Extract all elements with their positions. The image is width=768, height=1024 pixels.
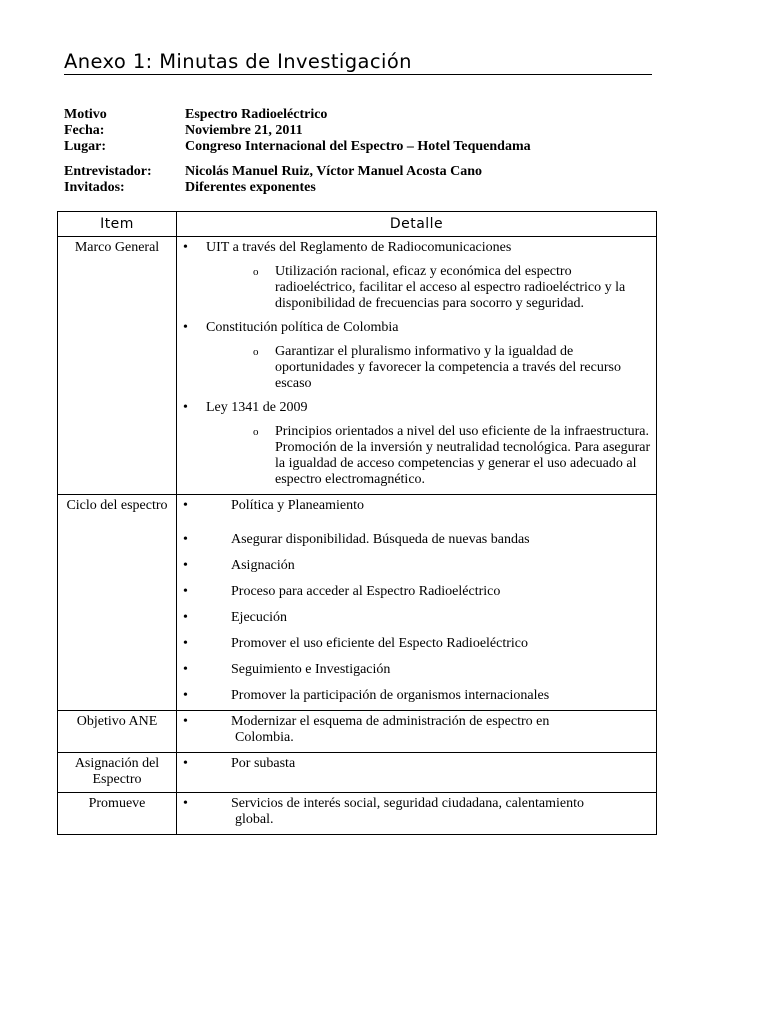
bullet-text: Proceso para acceder al Espectro Radioeléctrico — [231, 584, 501, 599]
list-item — [183, 610, 652, 626]
bullet-text: Por subasta — [231, 756, 296, 771]
bullet-icon: • — [183, 796, 188, 811]
bullet-icon: • — [183, 558, 188, 573]
bullet-icon: • — [183, 532, 188, 547]
bullet-text: Ejecución — [231, 610, 287, 625]
detail-cell — [177, 237, 657, 495]
meta-value: Nicolás Manuel Ruiz, Víctor Manuel Acosta Cano — [185, 164, 482, 179]
bullet-text: Seguimiento e Investigación — [231, 662, 391, 677]
meta-row-lugar — [64, 139, 531, 155]
detail-cell — [177, 711, 657, 753]
sub-list-item — [253, 344, 652, 392]
sub-text: Principios orientados a nivel del uso eficiente de la infraestructura. Promoción de la inversión y neutralidad tecnológica. Para asegurar la igualdad de acceso competencias y generar el uso adecuado al espectro electromagnético. — [275, 424, 651, 487]
item-cell: Ciclo del espectro — [58, 495, 177, 711]
circle-bullet-icon: o — [253, 426, 259, 438]
bullet-icon: • — [183, 610, 188, 625]
bullet-list — [183, 714, 652, 746]
page-title: Anexo 1: Minutas de Investigación — [64, 50, 652, 75]
list-item — [183, 688, 652, 704]
bullet-icon: • — [183, 240, 188, 255]
detail-cell — [177, 793, 657, 835]
bullet-icon: • — [183, 320, 188, 335]
meta-block-event — [64, 107, 531, 155]
bullet-list — [183, 796, 652, 828]
list-item — [183, 662, 652, 678]
list-item — [183, 320, 652, 392]
sub-list — [206, 344, 652, 392]
bullet-text: Modernizar el esquema de administración de espectro en — [231, 714, 550, 729]
item-cell: Promueve — [58, 793, 177, 835]
item-cell: Marco General — [58, 237, 177, 495]
header-detail: Detalle — [177, 212, 657, 237]
list-item — [183, 498, 652, 514]
bullet-icon: • — [183, 714, 188, 729]
list-item — [183, 558, 652, 574]
list-item — [183, 636, 652, 652]
bullet-icon: • — [183, 584, 188, 599]
bullet-icon: • — [183, 498, 188, 513]
bullet-icon: • — [183, 400, 188, 415]
list-item — [183, 796, 652, 828]
meta-block-people — [64, 164, 482, 196]
list-item — [183, 532, 652, 548]
item-cell: Asignación del Espectro — [58, 753, 177, 793]
sub-list — [206, 264, 652, 312]
bullet-text: UIT a través del Reglamento de Radiocomunicaciones — [206, 240, 512, 255]
minutes-table — [57, 211, 657, 835]
meta-label: Entrevistador: — [64, 164, 152, 179]
bullet-icon: • — [183, 688, 188, 703]
sub-text: Utilización racional, eficaz y económica del espectro radioeléctrico, facilitar el acceso al espectro radioeléctrico y la disponibilidad de frecuencias para socorro y seguridad. — [275, 264, 626, 311]
bullet-list — [183, 498, 652, 704]
meta-label: Motivo — [64, 107, 107, 122]
circle-bullet-icon: o — [253, 266, 259, 278]
item-cell: Objetivo ANE — [58, 711, 177, 753]
meta-value: Espectro Radioeléctrico — [185, 107, 328, 122]
table-row-promueve — [58, 793, 657, 835]
sub-list-item — [253, 264, 652, 312]
meta-value: Noviembre 21, 2011 — [185, 123, 303, 138]
meta-row-invitados — [64, 180, 482, 196]
bullet-text: Asignación — [231, 558, 295, 573]
meta-label: Fecha: — [64, 123, 105, 138]
meta-row-entrevistador — [64, 164, 482, 180]
bullet-icon: • — [183, 662, 188, 677]
sub-text: Garantizar el pluralismo informativo y la igualdad de oportunidades y favorecer la competencia a través del recurso escaso — [275, 344, 621, 391]
list-item — [183, 756, 652, 772]
list-item — [183, 240, 652, 312]
bullet-list — [183, 240, 652, 488]
bullet-text: Promover el uso eficiente del Especto Radioeléctrico — [231, 636, 529, 651]
bullet-text: Política y Planeamiento — [231, 498, 364, 513]
detail-cell — [177, 495, 657, 711]
sub-list-item — [253, 424, 652, 488]
meta-value: Congreso Internacional del Espectro – Hotel Tequendama — [185, 139, 531, 154]
table-header-row — [58, 212, 657, 237]
sub-list — [206, 424, 652, 488]
table-row-objetivo — [58, 711, 657, 753]
circle-bullet-icon: o — [253, 346, 259, 358]
bullet-text: Promover la participación de organismos internacionales — [231, 688, 550, 703]
bullet-text: Servicios de interés social, seguridad ciudadana, calentamiento — [231, 796, 584, 811]
table-row-marco-general — [58, 237, 657, 495]
bullet-list — [183, 756, 652, 772]
list-item — [183, 584, 652, 600]
list-item — [183, 400, 652, 488]
meta-label: Lugar: — [64, 139, 106, 154]
bullet-icon: • — [183, 636, 188, 651]
list-item — [183, 714, 652, 746]
meta-row-fecha — [64, 123, 531, 139]
table-row-ciclo — [58, 495, 657, 711]
detail-cell — [177, 753, 657, 793]
table-row-asignacion — [58, 753, 657, 793]
bullet-text: Ley 1341 de 2009 — [206, 400, 308, 415]
meta-row-motivo — [64, 107, 531, 123]
meta-label: Invitados: — [64, 180, 125, 195]
bullet-text: Constitución política de Colombia — [206, 320, 399, 335]
meta-value: Diferentes exponentes — [185, 180, 316, 195]
bullet-text-continuation: Colombia. — [235, 730, 294, 745]
bullet-text-continuation: global. — [235, 812, 274, 827]
bullet-icon: • — [183, 756, 188, 771]
header-item: Item — [58, 212, 177, 237]
bullet-text: Asegurar disponibilidad. Búsqueda de nuevas bandas — [231, 532, 530, 547]
